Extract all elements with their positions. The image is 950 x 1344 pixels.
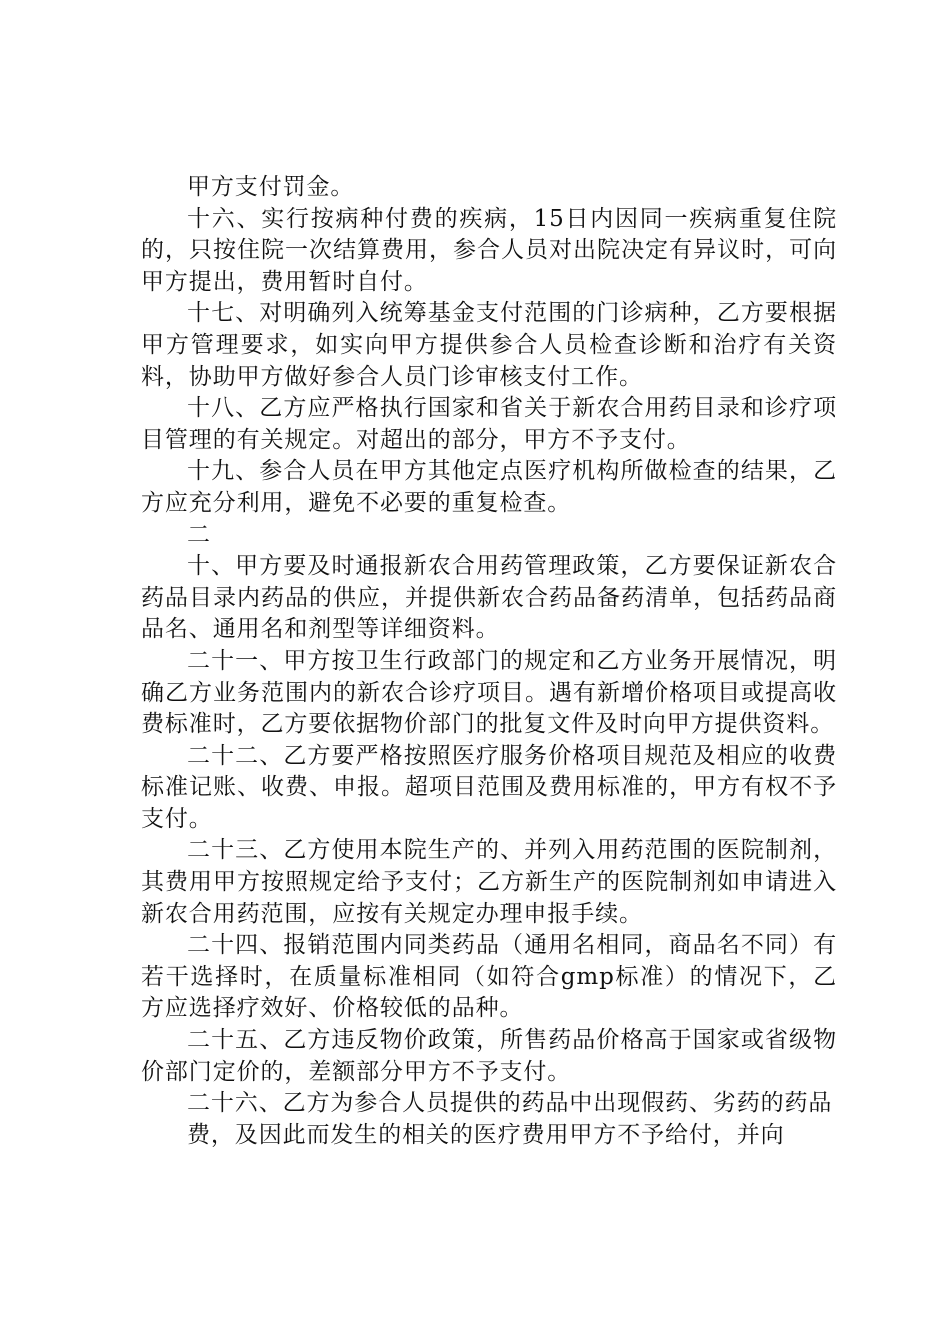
paragraph-21: 二十一、甲方按卫生行政部门的规定和乙方业务开展情况，明确乙方业务范围内的新农合诊疗项目。遇有新增价格项目或提高收费标准时，乙方要依据物价部门的批复文件及时向甲方提供资料。 (141, 647, 837, 738)
paragraph-20-prefix: 二 (187, 521, 211, 548)
paragraph-22: 二十二、乙方要严格按照医疗服务价格项目规范及相应的收费标准记账、收费、申报。超项目范围及费用标准的，甲方有权不予支付。 (141, 742, 837, 832)
paragraph-26: 二十六、乙方为参合人员提供的药品中出现假药、劣药的药品 (187, 1090, 833, 1117)
paragraph-25: 二十五、乙方违反物价政策，所售药品价格高于国家或省级物价部门定价的，差额部分甲方不予支付。 (141, 1027, 837, 1085)
document-body (141, 172, 837, 1151)
paragraph-16: 十六、实行按病种付费的疾病，15日内因同一疾病重复住院的，只按住院一次结算费用，参合人员对出院决定有异议时，可向甲方提出，费用暂时自付。 (141, 205, 837, 295)
paragraph-23: 二十三、乙方使用本院生产的、并列入用药范围的医院制剂，其费用甲方按照规定给予支付；乙方新生产的医院制剂如申请进入新农合用药范围，应按有关规定办理申报手续。 (141, 837, 837, 927)
paragraph-24: 二十四、报销范围内同类药品（通用名相同，商品名不同）有若干选择时，在质量标准相同（如符合gmp标准）的情况下，乙方应选择疗效好、价格较低的品种。 (141, 932, 837, 1022)
paragraph-19: 十九、参合人员在甲方其他定点医疗机构所做检查的结果，乙方应充分利用，避免不必要的重复检查。 (141, 458, 837, 516)
paragraph-17: 十七、对明确列入统筹基金支付范围的门诊病种，乙方要根据甲方管理要求，如实向甲方提供参合人员检查诊断和治疗有关资料，协助甲方做好参合人员门诊审核支付工作。 (141, 300, 837, 390)
paragraph-20: 十、甲方要及时通报新农合用药管理政策，乙方要保证新农合药品目录内药品的供应，并提供新农合药品备药清单，包括药品商品名、通用名和剂型等详细资料。 (141, 553, 837, 643)
paragraph-18: 十八、乙方应严格执行国家和省关于新农合用药目录和诊疗项目管理的有关规定。对超出的部分，甲方不予支付。 (141, 395, 837, 453)
paragraph-penalty: 甲方支付罚金。 (187, 174, 355, 200)
paragraph-26-continued: 费，及因此而发生的相关的医疗费用甲方不予给付，并向 (187, 1121, 785, 1148)
